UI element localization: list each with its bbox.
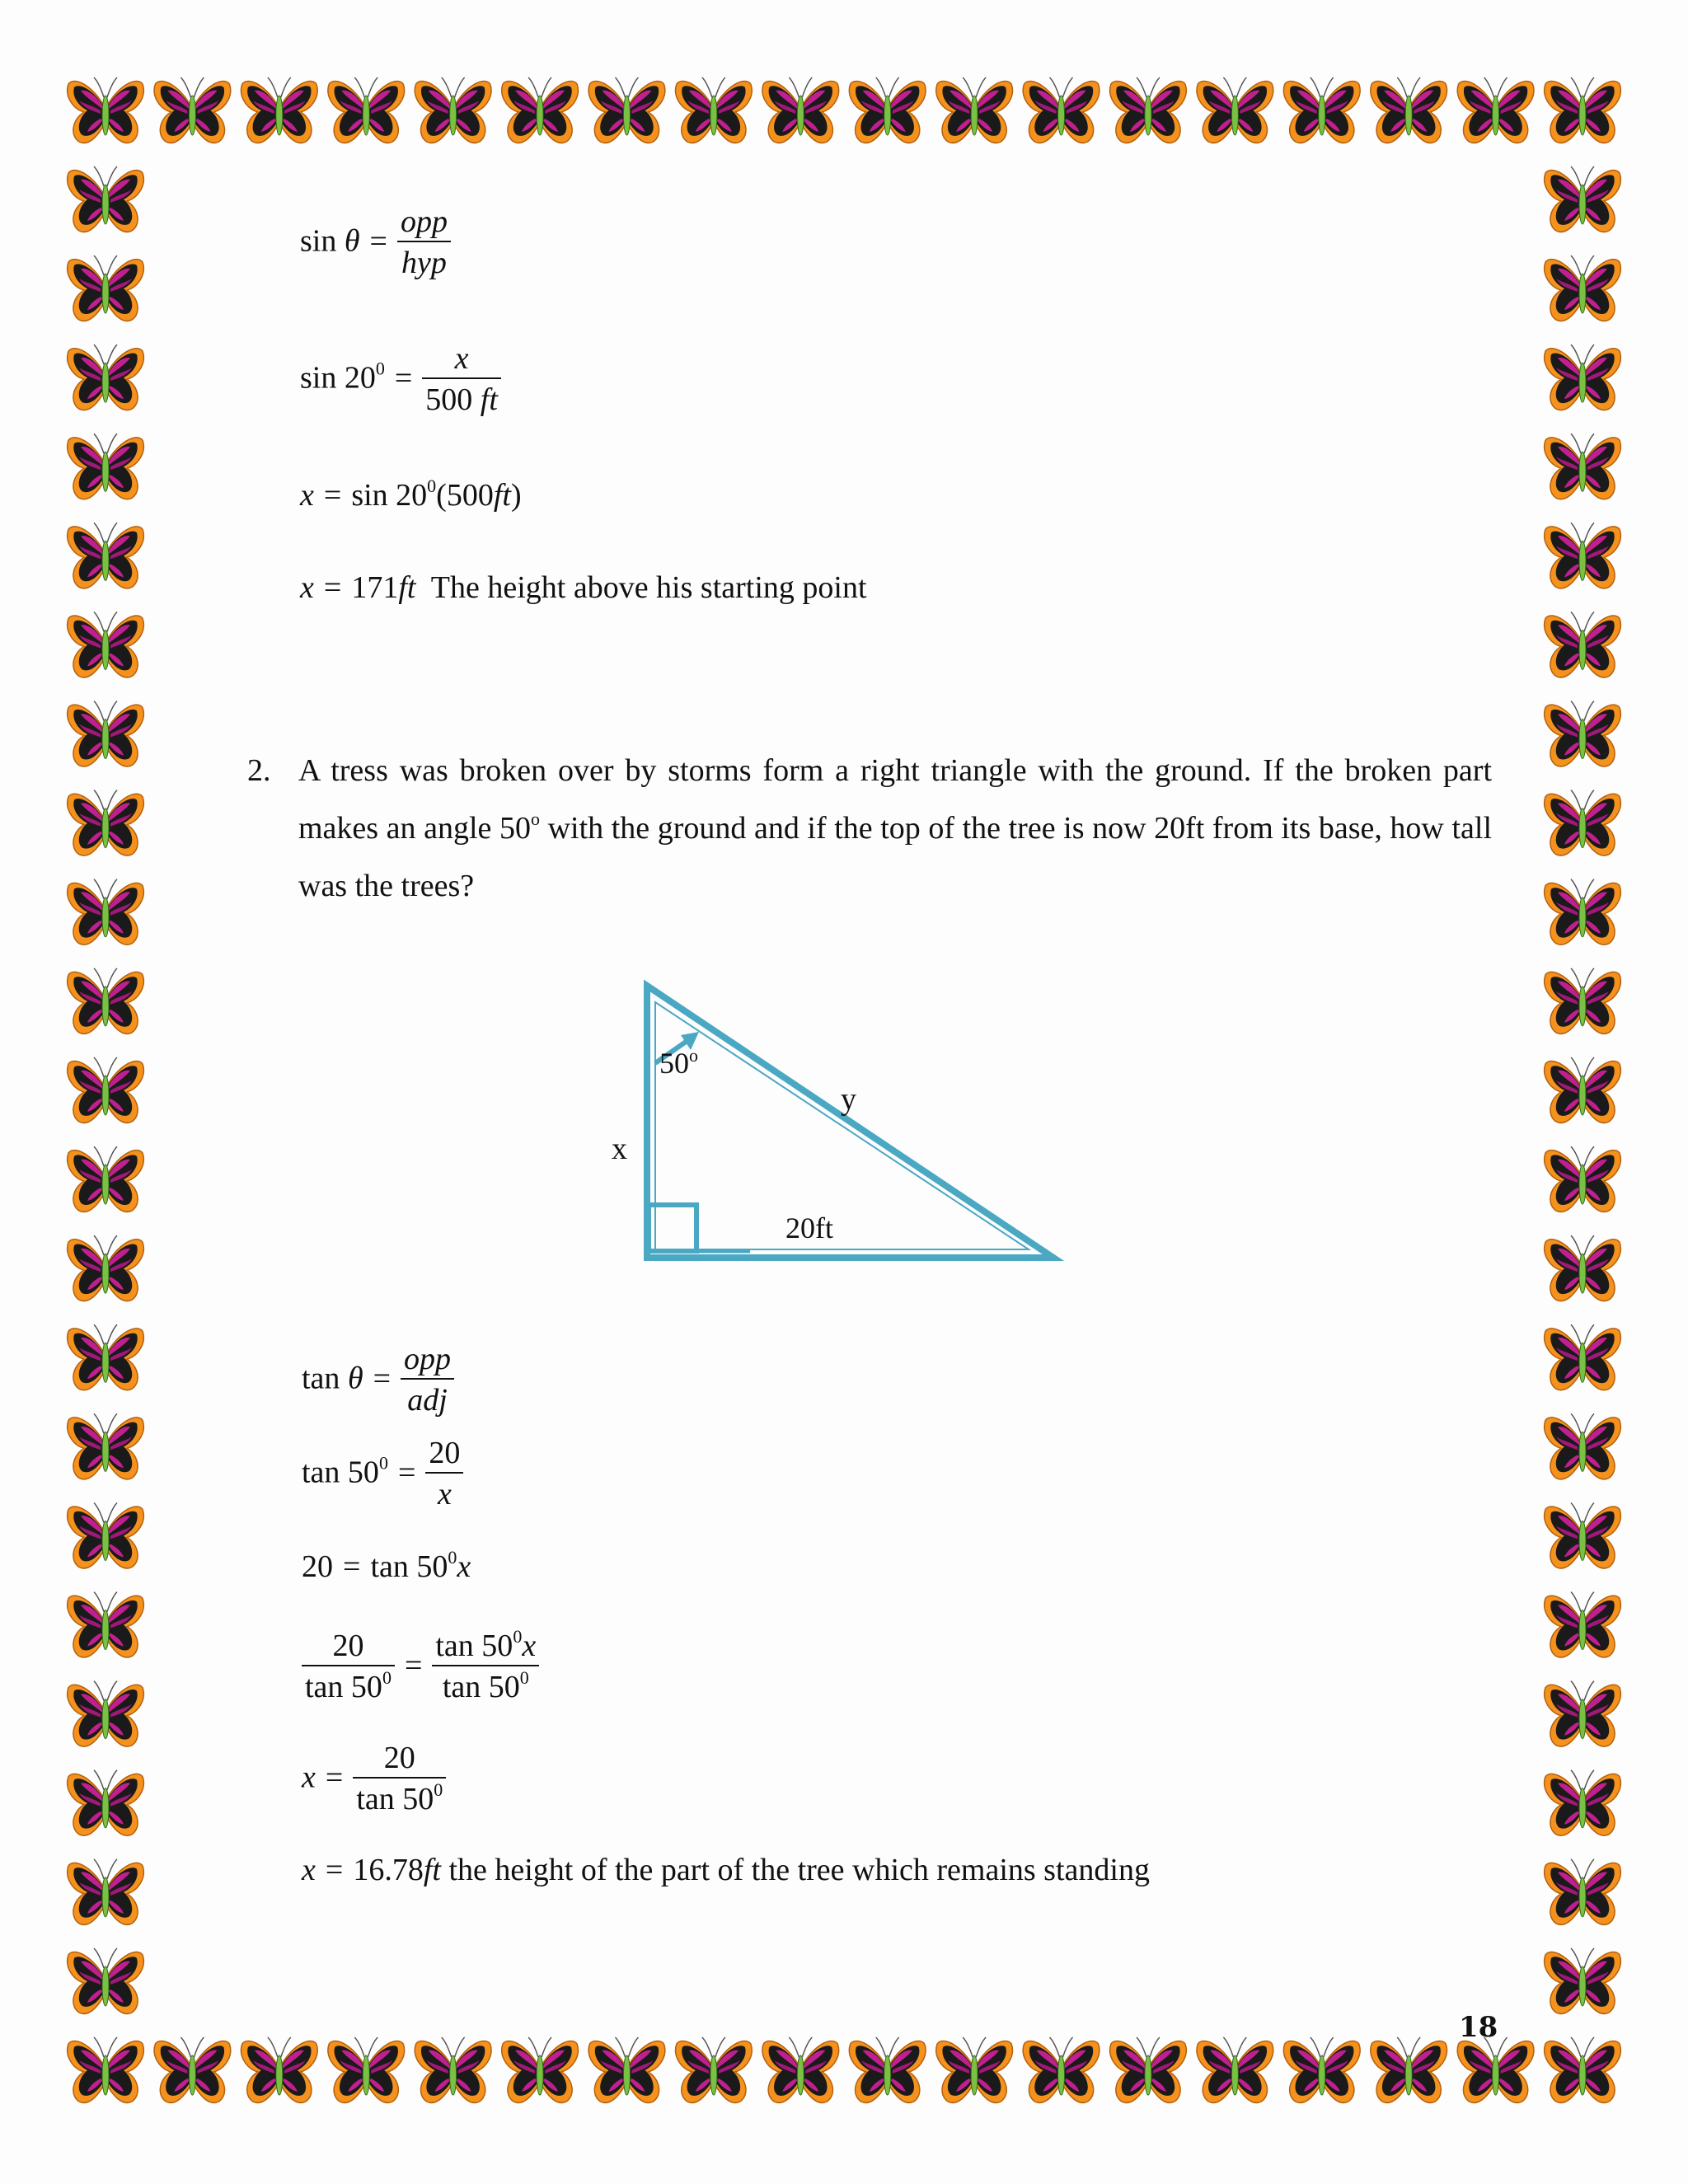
problem-text	[298, 742, 1492, 915]
problem-text-part2: with the ground and if the top of the tree is now 20ft from its base, how tall was the trees?	[298, 811, 1493, 903]
triangle-inner-line	[655, 1002, 1029, 1249]
angle-label: 50$^o$	[659, 1045, 698, 1080]
base-label: 20ft	[785, 1212, 833, 1244]
numerator-opp: opp	[397, 206, 451, 242]
paren-500: (500	[436, 478, 494, 513]
den-500: 500	[425, 382, 473, 417]
page-number: 18	[1459, 2011, 1498, 2044]
var-x: x	[300, 570, 314, 605]
unit-ft: ft	[493, 478, 511, 513]
eq-x-equals-20-over-tan50: x = $\frac{20}{\tan 50^0}$	[302, 1744, 446, 1816]
eq-sine-definition: sin θ = $\frac{\text{opp}}{\text{hyp}}$	[300, 208, 451, 280]
value-16-78: 16.78	[353, 1853, 424, 1887]
eq-tan50-20-over-x: $\tan 50^0$ = $\frac{20}{x}$	[302, 1439, 463, 1511]
numerator-x: x	[422, 343, 501, 379]
eq-x-sin20-500: $x = \sin 20^0(500ft)$	[300, 476, 522, 513]
numerator-opp: opp	[401, 1343, 454, 1380]
fraction-x-500ft	[422, 343, 501, 415]
num-tan50: tan 50	[435, 1629, 513, 1663]
degree-sup: 0	[434, 1779, 443, 1800]
eq-final-result: x = 16.78ft the height of the part of the tree which remains standing	[302, 1853, 1150, 1887]
vertical-side-label: x	[612, 1132, 627, 1166]
eq-20-equals-tan50x: $20 = \tan 50^0x$	[302, 1547, 471, 1584]
eq-x-171ft: x = 171ft The height above his starting point	[300, 570, 867, 605]
degree-sup: 0	[513, 1626, 523, 1647]
denominator-x: x	[437, 1477, 452, 1511]
tan50-label: tan 50	[302, 1455, 379, 1490]
problem-number: 2.	[247, 753, 271, 788]
unit-ft: ft	[423, 1853, 441, 1887]
eq-tan-definition: tan θ = $\frac{\text{opp}}{\text{adj}}$	[302, 1345, 454, 1418]
degree-sup: 0	[378, 1452, 388, 1474]
unit-ft: ft	[398, 570, 416, 605]
den-tan50: tan 50	[305, 1670, 382, 1704]
denominator-hyp: hyp	[401, 246, 447, 280]
value-20: 20	[302, 1549, 333, 1584]
eq-sin20: $\sin 20^0$ = $\frac{x}{500 ft}$	[300, 344, 501, 417]
sin-label: sin	[300, 223, 337, 259]
degree-sup: 0	[448, 1547, 457, 1568]
var-x: x	[300, 478, 314, 513]
paren-close: )	[510, 478, 522, 513]
degree-sup: 0	[382, 1667, 392, 1688]
numerator-20: 20	[425, 1437, 463, 1474]
fraction-20-x	[425, 1437, 463, 1510]
problem-text-part1: A tress was broken over by storms form a right triangle with the ground. If the broken part makes an angle 50	[298, 753, 1492, 846]
sin20-label: sin 20	[300, 360, 376, 396]
var-x: x	[302, 1760, 316, 1795]
theta-symbol: θ	[344, 223, 360, 259]
sin20-rhs: sin 20	[351, 478, 428, 513]
den-tan50: tan 50	[442, 1670, 520, 1704]
var-x: x	[302, 1853, 316, 1887]
fraction-tan50x-over-tan50	[432, 1626, 539, 1704]
triangle-outline	[647, 986, 1053, 1258]
degree-sup: 0	[519, 1667, 529, 1688]
den-tan50: tan 50	[356, 1782, 434, 1816]
theta-symbol: θ	[347, 1361, 363, 1396]
var-x: x	[457, 1549, 471, 1584]
fraction-20-over-tan50	[302, 1630, 395, 1703]
fraction-opp-adj	[401, 1343, 454, 1416]
tan-label: tan	[302, 1361, 340, 1396]
denominator-adj: adj	[407, 1383, 448, 1418]
right-triangle-diagram	[577, 972, 1104, 1286]
problem-2	[247, 742, 1492, 915]
degree-sup: o	[531, 808, 540, 829]
numerator-20: 20	[302, 1630, 395, 1666]
degree-sup: 0	[375, 358, 385, 379]
degree-sup: 0	[427, 476, 437, 496]
tan50-rhs: tan 50	[370, 1549, 448, 1584]
den-unit-ft: ft	[480, 382, 498, 417]
fraction-opp-hyp	[397, 206, 451, 279]
num-x: x	[522, 1629, 537, 1663]
result-note: The height above his starting point	[430, 570, 867, 605]
result-note: the height of the part of the tree which remains standing	[448, 1853, 1150, 1887]
value-171: 171	[351, 570, 399, 605]
hypotenuse-label: y	[841, 1082, 856, 1117]
numerator-20: 20	[353, 1742, 446, 1779]
fraction-20-over-tan50	[353, 1742, 446, 1815]
eq-divide-both-sides: $\frac{20}{\tan 50^0}$ = $\frac{\tan 50^0x}{\tan 50^0}$	[302, 1632, 539, 1704]
